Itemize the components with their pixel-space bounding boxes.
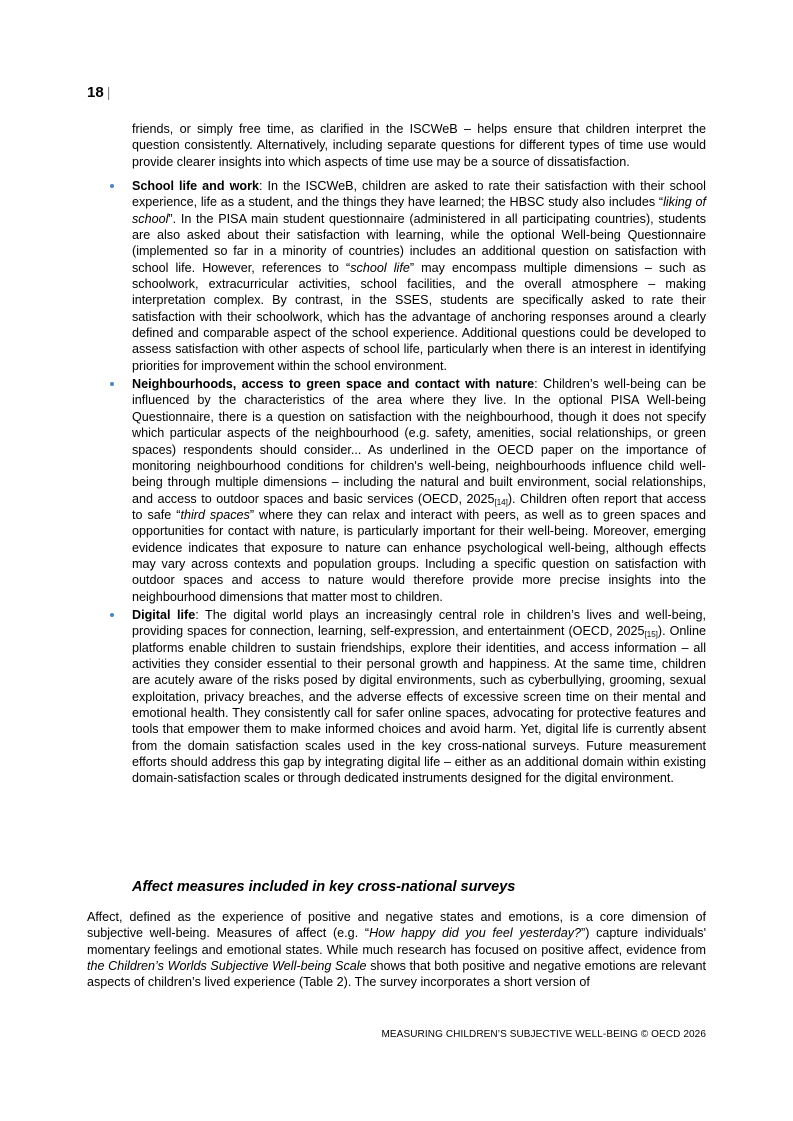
bullet-text: ). Children often report that access to safe “	[132, 491, 707, 522]
bullet-text: ” where they can relax and interact with peers, as well as to green spaces and opportunities for contact with nature, is particularly important for their well-being. Moreover, emerging evidence indicates that exposure to nature can enhance psychological well-being, although effects may vary across contexts and population groups. Including a specific question on satisfaction with outdoor spaces and access to nature would therefore provide more precise insights into the neighbourhood dimensions that matter most to children.	[132, 507, 706, 604]
bullet-dot-icon	[110, 613, 114, 617]
bullet-dot-icon	[110, 382, 114, 386]
bullet-text: ” may encompass multiple dimensions – such as schoolwork, extracurricular activities, school facilities, and the overall atmosphere – making interpretation complex. By contrast, in the SSES, students are specifically asked to rate their satisfaction with their schoolwork, which has the advantage of anchoring responses around a clearly defined and comparable aspect of the school experience. Additional questions could be developed to assess satisfaction with other aspects of school life, particularly when there is an interest in identifying priorities for improvement within the school environment.	[132, 260, 706, 373]
bullet-title: School life and work	[132, 179, 259, 193]
bullet-text: : The digital world plays an increasingly central role in children’s lives and well-being, providing spaces for connection, learning, self-expression, and entertainment (OECD, 2025	[132, 607, 706, 639]
bullet-title: Digital life	[132, 607, 196, 622]
bullet-neighbourhoods	[132, 376, 706, 605]
paragraph-text: ”) capture individuals' momentary feelings and emotional states. While much research has focused on positive affect, evidence from	[87, 926, 707, 957]
paragraph-italic-quote: How happy did you feel yesterday?	[369, 926, 582, 941]
reference-link[interactable]: [14]	[494, 497, 508, 507]
bullet-italic-term: third spaces	[180, 507, 250, 522]
section-heading: Affect measures included in key cross-national surveys	[132, 879, 516, 895]
paragraph-italic-title: the Children’s Worlds Subjective Well-being Scale	[87, 959, 367, 974]
bullet-text: : In the ISCWeB, children are asked to rate their satisfaction with their school experience, life as a student, and the things they have learned; the HBSC study also includes “	[132, 179, 706, 210]
continuation-paragraph: friends, or simply free time, as clarified in the ISCWeB – helps ensure that children interpret the question consistently. Alternatively, including separate questions for different types of time use would provide clearer insights into which aspects of time use may be a source of dissatisfaction.	[132, 122, 706, 169]
affect-paragraph	[87, 909, 706, 991]
bullet-italic-term: liking of school	[132, 195, 707, 226]
bullet-italic-term: school life	[350, 260, 410, 275]
bullet-digital-life	[132, 607, 706, 787]
bullet-school-life	[132, 178, 706, 374]
paragraph-text: Affect, defined as the experience of positive and negative states and emotions, is a core dimension of subjective well-being. Measures of affect (e.g. “	[87, 910, 706, 941]
reference-link[interactable]: [15]	[644, 630, 658, 640]
page-number-separator: |	[106, 84, 111, 100]
domain-bullet-list	[132, 178, 706, 789]
page-number	[87, 84, 110, 101]
page-footer: MEASURING CHILDREN’S SUBJECTIVE WELL-BEING © OECD 2026	[381, 1029, 706, 1040]
paragraph-text: shows that both positive and negative emotions are relevant aspects of children’s lived experience (Table 2). The survey incorporates a short version of	[87, 959, 707, 990]
bullet-title: Neighbourhoods, access to green space and contact with nature	[132, 377, 535, 392]
bullet-text: ”. In the PISA main student questionnaire (administered in all participating countries), students are also asked about their satisfaction with learning, while the optional Well-being Questionnaire (implemented so far in a minority of countries) includes an additional question on satisfaction with school life. However, references to “	[132, 211, 706, 275]
bullet-text: ). Online platforms enable children to sustain friendships, explore their identities, and access information – all activities they consider essential to their personal growth and happiness. At the same time, children are acutely aware of the risks posed by digital environments, such as cyberbullying, grooming, sexual exploitation, privacy breaches, and the adverse effects of excessive screen time on their mental and emotional health. They consistently call for safer online spaces, advocating for protective features and tools that empower them to make informed choices and avoid harm. Yet, digital life is currently absent from the domain satisfaction scales used in the key cross-national surveys. Future measurement efforts should address this gap by integrating digital life – either as an additional domain within existing domain-satisfaction scales or through dedicated instruments designed for the digital environment.	[132, 624, 706, 786]
page-number-value: 18	[87, 84, 104, 101]
bullet-dot-icon	[110, 184, 114, 188]
bullet-text: : Children’s well-being can be influenced by the characteristics of the area where they live. In the optional PISA Well-being Questionnaire, there is a question on satisfaction with the neighbourhood, though it does not specify which particular aspects of the neighbourhood (e.g. safety, amenities, social relationships, or green spaces) respondents should consider... As underlined in the OECD paper on the importance of monitoring neighbourhood conditions for children's well-being, neighbourhoods influence child well-being through multiple dimensions – including the natural and built environment, social relationships, and access to outdoor spaces and basic services (OECD, 2025	[132, 377, 706, 506]
